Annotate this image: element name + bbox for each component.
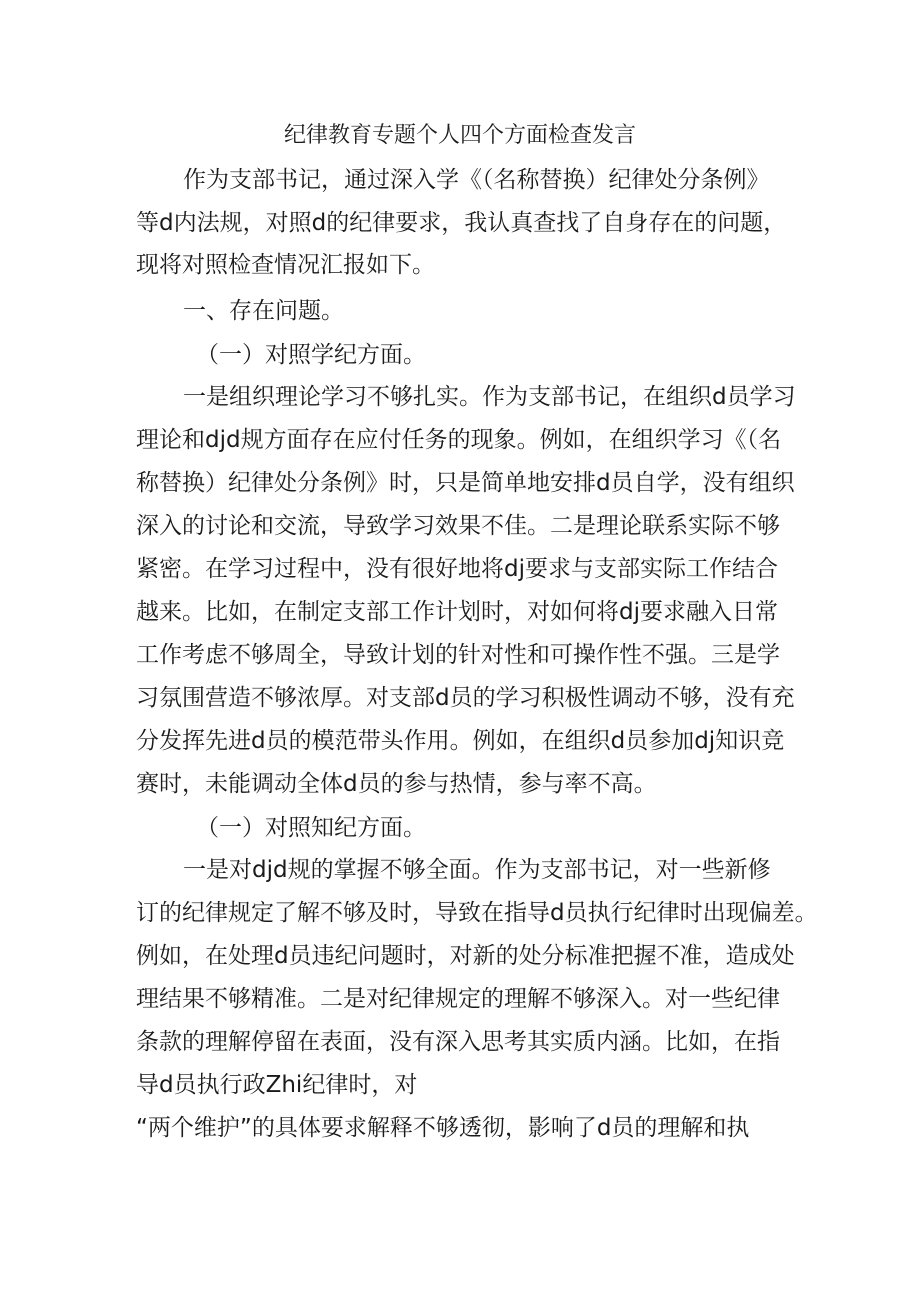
subsection-heading: （一）对照学纪方面。 bbox=[196, 342, 426, 368]
paragraph-line: 例如，在处理d员违纪问题时，对新的处分标准把握不准，造成处 bbox=[136, 943, 795, 969]
paragraph-line: 导d员执行政Zhi纪律时，对 bbox=[136, 1072, 418, 1098]
paragraph-line: 深入的讨论和交流，导致学习效果不佳。二是理论联系实际不够 bbox=[136, 513, 780, 539]
paragraph-line: 习氛围营造不够浓厚。对支部d员的学习积极性调动不够，没有充 bbox=[136, 685, 795, 711]
paragraph-line: 一是对djd规的掌握不够全面。作为支部书记，对一些新修 bbox=[183, 857, 771, 883]
paragraph-line: 工作考虑不够周全，导致计划的针对性和可操作性不强。三是学 bbox=[136, 642, 780, 668]
paragraph-line: 赛时，未能调动全体d员的参与热情，参与率不高。 bbox=[136, 771, 657, 797]
subsection-heading: （一）对照知纪方面。 bbox=[196, 815, 426, 841]
paragraph-line: 订的纪律规定了解不够及时，导致在指导d员执行纪律时出现偏差。 bbox=[136, 900, 818, 926]
document-title: 纪律教育专题个人四个方面检查发言 bbox=[283, 123, 636, 148]
paragraph-line: 条款的理解停留在表面，没有深入思考其实质内涵。比如，在指 bbox=[136, 1029, 780, 1055]
paragraph-line: 现将对照检查情况汇报如下。 bbox=[136, 252, 435, 278]
paragraph-line: 理结果不够精准。二是对纪律规定的理解不够深入。对一些纪律 bbox=[136, 986, 780, 1012]
paragraph-line: 作为支部书记，通过深入学《（名称替换）纪律处分条例》 bbox=[183, 167, 770, 193]
paragraph-line: 越来。比如，在制定支部工作计划时，对如何将dj要求融入日常 bbox=[136, 599, 778, 625]
paragraph-line: 紧密。在学习过程中，没有很好地将dj要求与支部实际工作结合 bbox=[136, 556, 778, 582]
paragraph-line: 称替换）纪律处分条例》时，只是简单地安排d员自学，没有组织 bbox=[136, 470, 795, 496]
paragraph-line: 分发挥先进d员的模范带头作用。例如，在组织d员参加dj知识竞 bbox=[136, 728, 785, 754]
paragraph-line: 一是组织理论学习不够扎实。作为支部书记，在组织d员学习 bbox=[183, 384, 796, 410]
section-heading: 一、存在问题。 bbox=[183, 298, 344, 324]
paragraph-line: 等d内法规，对照d的纪律要求，我认真查找了自身存在的问题， bbox=[136, 210, 787, 236]
paragraph-line: 理论和djd规方面存在应付任务的现象。例如，在组织学习《（名 bbox=[136, 427, 782, 453]
paragraph-line: “两个维护”的具体要求解释不够透彻，影响了d员的理解和执 bbox=[136, 1115, 750, 1141]
